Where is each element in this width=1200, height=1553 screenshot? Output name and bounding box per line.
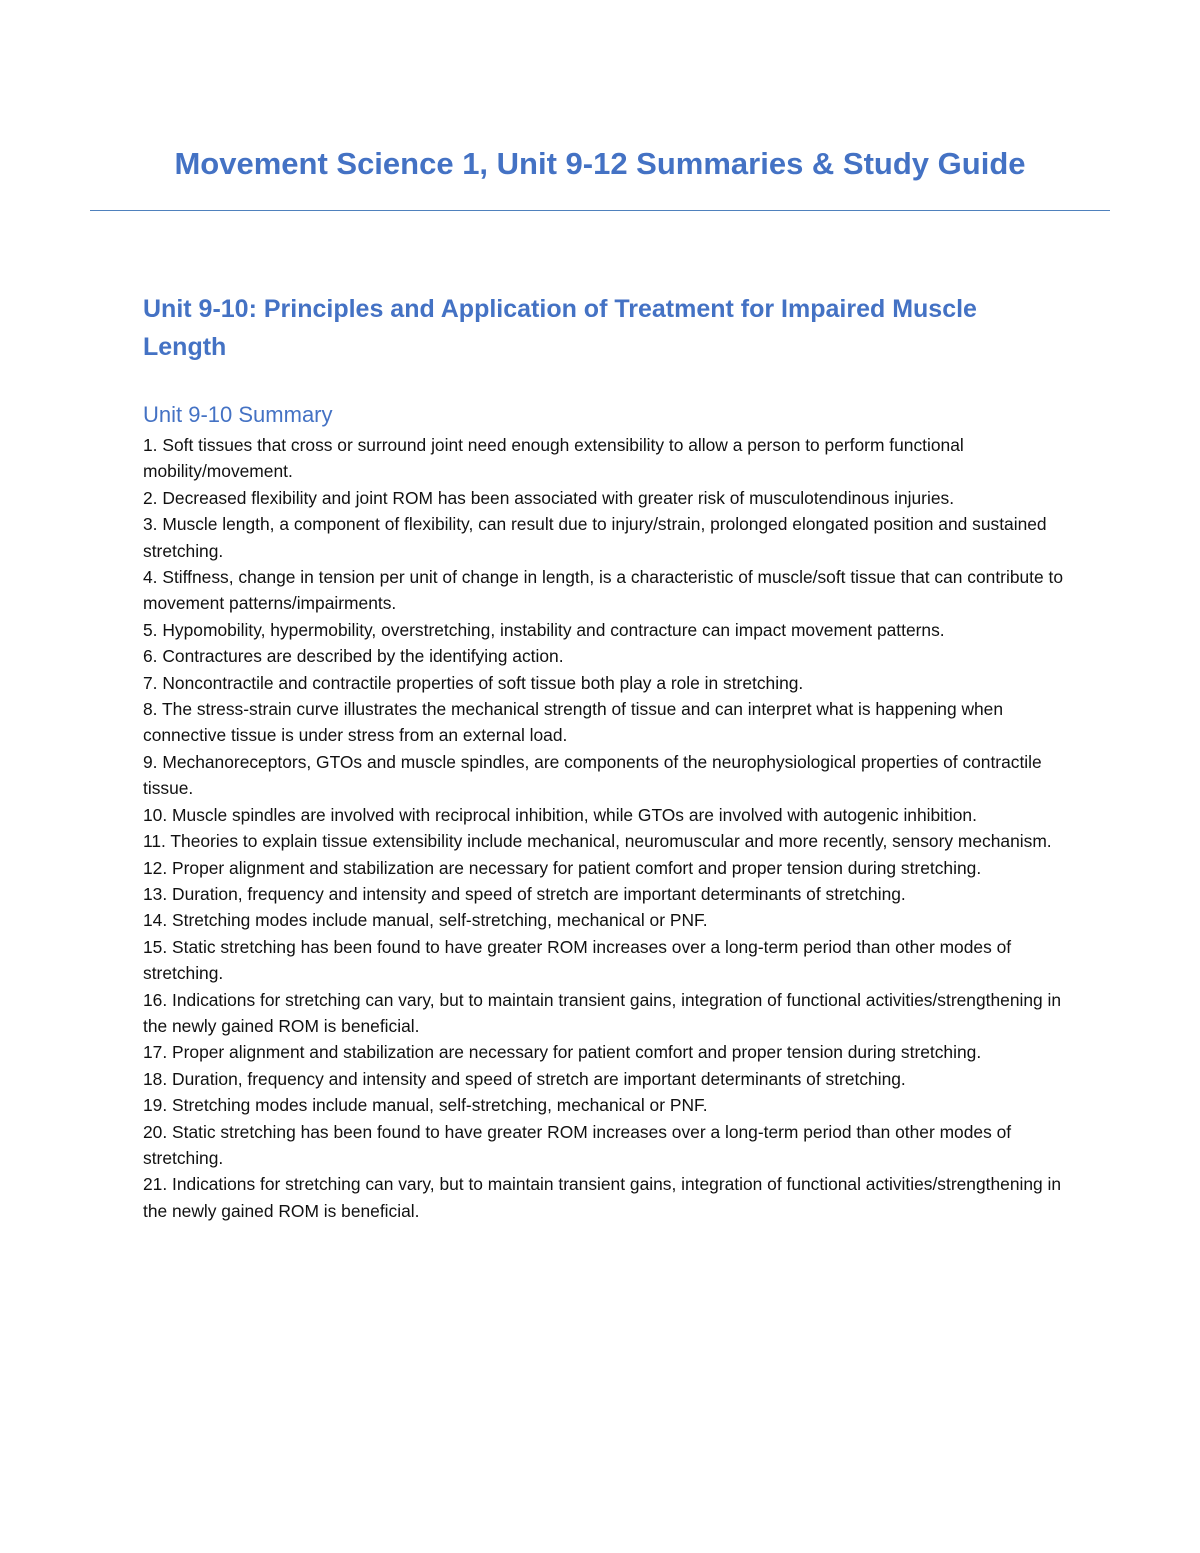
title-divider: [90, 210, 1110, 211]
list-item: [143, 855, 1073, 881]
list-item-number: 12.: [143, 857, 168, 878]
list-item-number: 17.: [143, 1042, 168, 1063]
list-item-text: Static stretching has been found to have greater ROM increases over a long-term period than other modes of stretching.: [143, 936, 1012, 984]
list-item: [143, 432, 1073, 485]
list-item-number: 11.: [143, 831, 166, 852]
list-item-text: Indications for stretching can vary, but to maintain transient gains, integration of functional activities/strengthening in the newly gained ROM is beneficial.: [143, 1174, 1062, 1221]
list-item-number: 20.: [143, 1121, 168, 1142]
list-item-number: 3.: [143, 514, 158, 535]
list-item: [143, 670, 1073, 696]
list-item: [143, 1092, 1073, 1118]
list-item-text: Static stretching has been found to have greater ROM increases over a long-term period than other modes of stretching.: [143, 1121, 1012, 1168]
list-item-text: Stretching modes include manual, self-stretching, mechanical or PNF.: [172, 1095, 708, 1116]
list-item-text: Contractures are described by the identifying action.: [162, 646, 564, 667]
list-item-text: Theories to explain tissue extensibility include mechanical, neuromuscular and more recently, sensory mechanism.: [170, 831, 1052, 852]
list-item: [143, 485, 1073, 511]
list-item-number: 5.: [143, 619, 158, 640]
list-item-number: 4.: [143, 567, 158, 588]
list-item-number: 16.: [143, 989, 168, 1010]
list-item-number: 1.: [143, 435, 158, 455]
list-item-text: Soft tissues that cross or surround joint need enough extensibility to allow a person to perform functional mobility/movement.: [143, 435, 964, 482]
document-title: Movement Science 1, Unit 9-12 Summaries & Study Guide: [174, 146, 1026, 181]
section-heading: Unit 9-10: Principles and Application of Treatment for Impaired Muscle Length: [143, 295, 977, 361]
list-item-number: 6.: [143, 646, 158, 667]
list-item: [143, 1171, 1073, 1224]
list-item: [143, 696, 1073, 749]
summary-heading: Unit 9-10 Summary: [143, 402, 333, 427]
list-item-number: 19.: [143, 1095, 168, 1116]
list-item-text: The stress-strain curve illustrates the mechanical strength of tissue and can interpret what is happening when connective tissue is under stress from an external load.: [143, 699, 1004, 746]
list-item-text: Decreased flexibility and joint ROM has been associated with greater risk of musculotendinous injuries.: [162, 487, 955, 508]
list-item-number: 9.: [143, 751, 158, 772]
list-item-text: Noncontractile and contractile properties of soft tissue both play a role in stretching.: [162, 672, 804, 693]
list-item-number: 15.: [143, 936, 168, 957]
list-item: [143, 828, 1073, 854]
list-item: [143, 564, 1073, 617]
list-item-text: Hypomobility, hypermobility, overstretching, instability and contracture can impact movement patterns.: [162, 619, 945, 640]
list-item-number: 7.: [143, 672, 158, 693]
list-item: [143, 934, 1073, 987]
list-item: [143, 1119, 1073, 1172]
list-item-text: Muscle spindles are involved with reciprocal inhibition, while GTOs are involved with autogenic inhibition.: [172, 804, 977, 825]
list-item-text: Duration, frequency and intensity and speed of stretch are important determinants of stretching.: [172, 1068, 906, 1089]
list-item: [143, 907, 1073, 933]
list-item: [143, 749, 1073, 802]
list-item-text: Stretching modes include manual, self-stretching, mechanical or PNF.: [172, 910, 708, 931]
list-item-number: 13.: [143, 883, 168, 904]
list-item-number: 2.: [143, 487, 158, 508]
list-item: [143, 643, 1073, 669]
list-item: [143, 881, 1073, 907]
list-item-text: Proper alignment and stabilization are necessary for patient comfort and proper tension during stretching.: [172, 857, 982, 878]
list-item: [143, 987, 1073, 1040]
list-item: [143, 1039, 1073, 1065]
list-item-text: Stiffness, change in tension per unit of change in length, is a characteristic of muscle/soft tissue that can contribute to movement patterns/impairments.: [143, 567, 1063, 614]
list-item: [143, 511, 1073, 564]
list-item-number: 21.: [143, 1174, 168, 1195]
list-item-text: Indications for stretching can vary, but to maintain transient gains, integration of functional activities/strengthening in the newly gained ROM is beneficial.: [143, 989, 1062, 1036]
list-item-number: 18.: [143, 1068, 168, 1089]
summary-list: [143, 432, 1073, 1224]
list-item: [143, 802, 1073, 828]
list-item-number: 8.: [143, 699, 158, 720]
list-item-number: 14.: [143, 910, 168, 931]
list-item: [143, 1066, 1073, 1092]
list-item: [143, 617, 1073, 643]
list-item-text: Muscle length, a component of flexibility, can result due to injury/strain, prolonged elongated position and sustained stretching.: [143, 514, 1047, 561]
list-item-number: 10.: [143, 804, 168, 825]
list-item-text: Proper alignment and stabilization are necessary for patient comfort and proper tension during stretching.: [172, 1042, 982, 1063]
list-item-text: Mechanoreceptors, GTOs and muscle spindles, are components of the neurophysiological properties of contractile tissue.: [143, 751, 1042, 799]
list-item-text: Duration, frequency and intensity and speed of stretch are important determinants of stretching.: [172, 883, 906, 904]
